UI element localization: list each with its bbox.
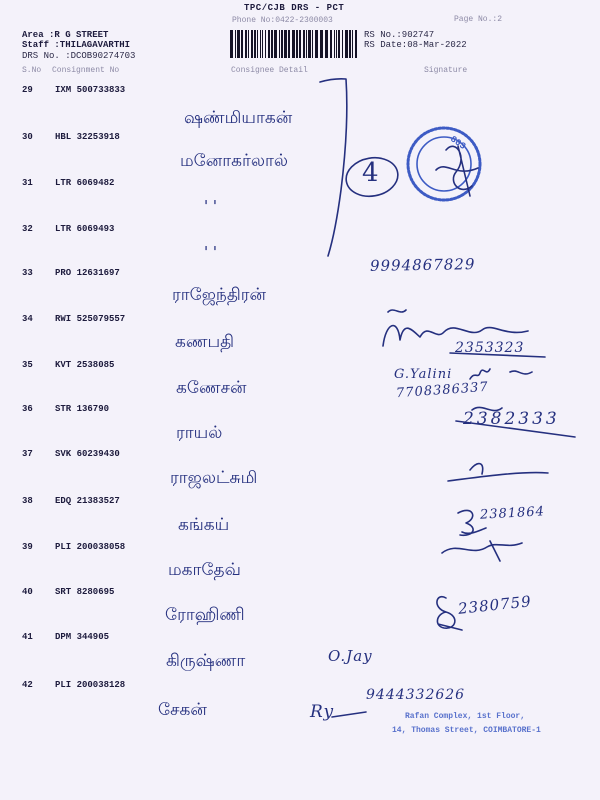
- barcode-bar: [262, 30, 263, 58]
- barcode-bar: [315, 30, 318, 58]
- barcode-bar: [230, 30, 233, 58]
- barcode-bar: [279, 30, 280, 58]
- handwritten-phone: 7708386337: [395, 379, 490, 402]
- barcode-bar: [296, 30, 298, 58]
- handwritten-number: 2380759: [457, 592, 533, 618]
- barcode-bar: [281, 30, 283, 58]
- row-sno: 38: [22, 496, 33, 506]
- barcode-bar: [352, 30, 353, 58]
- barcode-bar: [299, 30, 301, 58]
- handwritten-phone: 9994867829: [369, 255, 476, 275]
- row-consignment: PLI 200038128: [55, 680, 126, 690]
- signature-scribble: [442, 541, 522, 561]
- row-consignee-handwritten: சேகன்: [158, 700, 207, 720]
- barcode-bar: [325, 30, 328, 58]
- barcode-bar: [284, 30, 287, 58]
- seal-text: 803: [448, 134, 468, 152]
- barcode-bar: [336, 30, 337, 58]
- row-consignee-handwritten: கங்கய்: [178, 515, 230, 535]
- barcode-bar: [338, 30, 340, 58]
- row-sno: 37: [22, 449, 33, 459]
- row-sno: 34: [22, 314, 33, 324]
- barcode-bar: [274, 30, 277, 58]
- drs-number: DRS No. :DCOB90274703: [22, 51, 136, 61]
- row-sno: 40: [22, 587, 33, 597]
- row-sno: 39: [22, 542, 33, 552]
- column-header-consignee: Consignee Detail: [231, 66, 308, 75]
- row-sno: 36: [22, 404, 33, 414]
- row-sno: 32: [22, 224, 33, 234]
- row-consignment: SRT 8280695: [55, 587, 115, 597]
- barcode-bar: [265, 30, 266, 58]
- signature-scribble: [470, 369, 532, 379]
- row-consignee-handwritten: மனோகர்லால்: [180, 151, 288, 171]
- row-consignee-ditto: ' ': [204, 243, 218, 261]
- barcode-bar: [251, 30, 253, 58]
- barcode-bar: [303, 30, 305, 58]
- handwritten-note: O.Jay: [328, 647, 373, 665]
- row-consignment: PRO 12631697: [55, 268, 120, 278]
- barcode-bar: [237, 30, 240, 58]
- barcode-bar: [308, 30, 311, 58]
- row-consignment: LTR 6069493: [55, 224, 115, 234]
- barcode-bar: [345, 30, 348, 58]
- staff-field: Staff :THILAGAVARTHI: [22, 40, 131, 50]
- row-consignee-handwritten: ஷண்மியாகன்: [184, 108, 293, 128]
- row-sno: 30: [22, 132, 33, 142]
- barcode-bar: [334, 30, 335, 58]
- row-sno: 35: [22, 360, 33, 370]
- row-consignee-handwritten: கிருஷ்ணா: [166, 651, 246, 671]
- rs-number: RS No.:902747: [364, 30, 435, 40]
- row-consignment: EDQ 21383527: [55, 496, 120, 506]
- barcode-bar: [241, 30, 243, 58]
- barcode-bar: [288, 30, 290, 58]
- column-header-sno: S.No: [22, 66, 42, 75]
- barcode-bar: [342, 30, 343, 58]
- handwritten-number: 2382333: [463, 409, 560, 429]
- signature-scribble: [436, 146, 478, 196]
- handwritten-number: 2381864: [479, 504, 546, 523]
- row-sno: 31: [22, 178, 33, 188]
- barcode-bar: [245, 30, 247, 58]
- area-field: Area :R G STREET: [22, 30, 109, 40]
- barcode-bar: [257, 30, 258, 58]
- handwritten-name: G.Yalini: [394, 367, 453, 382]
- row-consignee-handwritten: மகாதேவ்: [168, 560, 241, 580]
- row-consignment: KVT 2538085: [55, 360, 115, 370]
- barcode-bar: [355, 30, 357, 58]
- barcode-bar: [248, 30, 249, 58]
- row-consignment: DPM 344905: [55, 632, 110, 642]
- barcode-bar: [349, 30, 351, 58]
- row-consignment: STR 136790: [55, 404, 110, 414]
- row-consignee-handwritten: கணபதி: [175, 332, 235, 352]
- row-consignment: LTR 6069482: [55, 178, 115, 188]
- stamp-address-line2: 14, Thomas Street, COIMBATORE-1: [392, 726, 541, 735]
- column-header-consignment: Consignment No: [52, 66, 120, 75]
- row-consignee-handwritten: ராஜேந்திரன்: [172, 285, 267, 305]
- row-sno: 33: [22, 268, 33, 278]
- column-header-signature: Signature: [424, 66, 468, 75]
- sheet-title: TPC/CJB DRS - PCT: [244, 3, 345, 13]
- row-consignment: PLI 200038058: [55, 542, 126, 552]
- row-sno: 41: [22, 632, 33, 642]
- bracket-stroke: [320, 79, 347, 256]
- row-consignee-handwritten: கணேசன்: [176, 378, 247, 398]
- row-consignment: SVK 60239430: [55, 449, 120, 459]
- handwritten-initials: Ry: [310, 702, 335, 722]
- page-number: Page No.:2: [454, 15, 503, 24]
- signature-scribble: [332, 712, 366, 717]
- barcode-bar: [306, 30, 307, 58]
- barcode-bar: [254, 30, 256, 58]
- barcode-bar: [260, 30, 261, 58]
- row-consignment: RWI 525079557: [55, 314, 126, 324]
- barcode-bar: [268, 30, 270, 58]
- circled-number: 4: [362, 158, 380, 188]
- handwritten-number: 2353323: [455, 340, 525, 356]
- row-consignee-handwritten: ராஜலட்சுமி: [170, 468, 258, 488]
- seal-outer-ring: [408, 128, 480, 200]
- barcode-bar: [292, 30, 295, 58]
- signature-scribble: [448, 464, 548, 481]
- barcode-bar: [235, 30, 236, 58]
- barcode-bar: [320, 30, 323, 58]
- handwritten-phone: 9444332626: [366, 687, 466, 703]
- barcode-bar: [271, 30, 273, 58]
- barcode-bar: [330, 30, 332, 58]
- barcode-bar: [312, 30, 313, 58]
- stamp-address-line1: Rafan Complex, 1st Floor,: [405, 712, 526, 721]
- row-consignee-handwritten: ரோஹிணி: [165, 605, 245, 625]
- row-sno: 29: [22, 85, 33, 95]
- row-consignee-ditto: ' ': [204, 197, 218, 215]
- row-consignment: HBL 32253918: [55, 132, 120, 142]
- row-consignment: IXM 500733833: [55, 85, 126, 95]
- row-sno: 42: [22, 680, 33, 690]
- phone-number: Phone No:0422-2300003: [232, 16, 333, 25]
- barcode: [230, 30, 358, 58]
- seal-inner-ring: [417, 137, 471, 191]
- row-consignee-handwritten: ராயல்: [176, 423, 223, 443]
- rs-date: RS Date:08-Mar-2022: [364, 40, 467, 50]
